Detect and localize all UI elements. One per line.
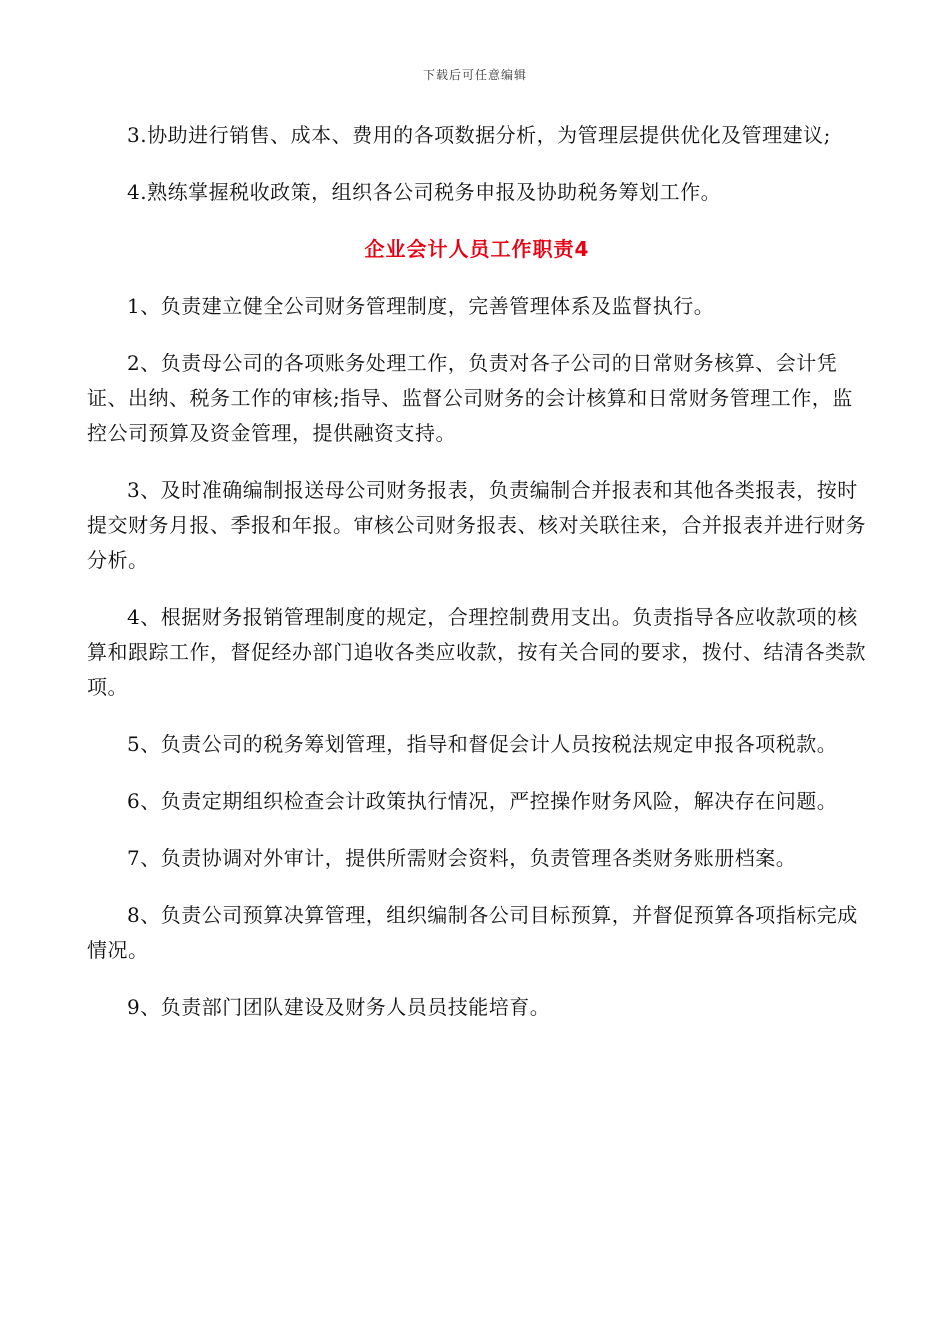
duty-item-5: 5、负责公司的税务筹划管理，指导和督促会计人员按税法规定申报各项税款。 bbox=[127, 732, 838, 756]
document-body bbox=[87, 118, 867, 1047]
duty-item-7: 7、负责协调对外审计，提供所需财会资料，负责管理各类财务账册档案。 bbox=[127, 846, 797, 870]
duty-item-9: 9、负责部门团队建设及财务人员员技能培育。 bbox=[127, 995, 551, 1019]
duty-item-3: 3、及时准确编制报送母公司财务报表，负责编制合并报表和其他各类报表，按时提交财务月报、季报和年报。审核公司财务报表、核对关联往来，合并报表并进行财务分析。 bbox=[87, 478, 866, 572]
section-title: 企业会计人员工作职责4 bbox=[364, 237, 590, 261]
header-note: 下载后可任意编辑 bbox=[422, 68, 527, 82]
duty-item-1: 1、负责建立健全公司财务管理制度，完善管理体系及监督执行。 bbox=[127, 294, 715, 318]
paragraph-item-3: 3.协助进行销售、成本、费用的各项数据分析，为管理层提供优化及管理建议; bbox=[127, 123, 831, 147]
duty-item-2: 2、负责母公司的各项账务处理工作，负责对各子公司的日常财务核算、会计凭证、出纳、税务工作的审核;指导、监督公司财务的会计核算和日常财务管理工作，监控公司预算及资金管理，提供融资支持。 bbox=[87, 351, 853, 445]
paragraph-item-4: 4.熟练掌握税收政策，组织各公司税务申报及协助税务筹划工作。 bbox=[127, 180, 722, 204]
duty-item-4: 4、根据财务报销管理制度的规定，合理控制费用支出。负责指导各应收款项的核算和跟踪工作，督促经办部门追收各类应收款，按有关合同的要求，拨付、结清各类款项。 bbox=[87, 605, 866, 699]
duty-item-6: 6、负责定期组织检查会计政策执行情况，严控操作财务风险，解决存在问题。 bbox=[127, 789, 838, 813]
duty-item-8: 8、负责公司预算决算管理，组织编制各公司目标预算，并督促预算各项指标完成情况。 bbox=[87, 903, 858, 962]
